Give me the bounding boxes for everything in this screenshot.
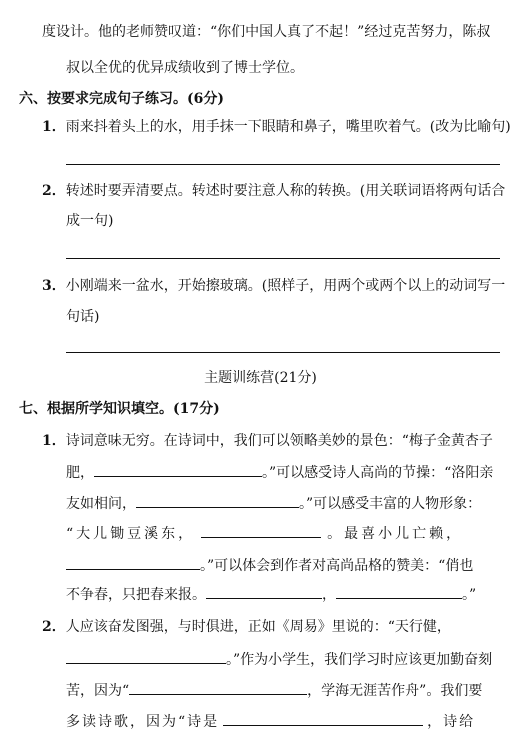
question-7-1-line-6 [66,584,476,605]
section-7-heading: 七、根据所学知识填空。(17分) [19,401,220,417]
question-7-2-line-1 [42,617,451,637]
question-7-2-line-4 [66,711,475,732]
question-text: 转述时要弄清要点。转述时要注意人称的转换。(用关联词语将两句话合 [65,183,506,199]
fill-blank[interactable] [129,680,307,695]
question-6-2-cont: 成一句) [66,213,114,229]
question-number: 3． [42,278,66,294]
fill-blank[interactable] [206,584,322,599]
text-segment: 苦，因为“ [66,683,130,699]
fill-blank[interactable] [136,493,299,508]
text-segment: 肥， [66,465,94,481]
answer-line-6-2[interactable] [66,258,500,259]
question-7-1-line-3 [66,493,481,514]
text-segment: 。最喜小儿亡赖， [327,526,464,542]
question-number: 1． [42,119,66,135]
fill-blank[interactable] [223,711,423,726]
question-6-1 [42,117,511,137]
question-7-1-line-4 [66,523,463,544]
fill-blank[interactable] [66,555,200,570]
intro-line-1: 度设计。他的老师赞叹道：“你们中国人真了不起！”经过克苦努力，陈叔 [42,24,491,40]
question-6-2 [42,181,505,201]
text-segment: 友如相问， [66,496,136,512]
question-7-1-line-2 [66,462,493,483]
question-text: 人应该奋发图强，与时俱进，正如《周易》里说的：“天行健， [65,619,451,635]
question-7-2-line-3 [66,680,482,701]
fill-blank[interactable] [66,649,226,664]
text-segment: 多读诗歌，因为“诗是 [66,714,220,730]
question-number: 2． [42,183,66,199]
answer-line-6-1[interactable] [66,164,500,165]
section-6-heading: 六、按要求完成句子练习。(6分) [19,91,224,107]
question-number: 2． [42,619,66,635]
text-segment: ，诗给 [427,714,476,730]
text-segment: 。”可以感受诗人高尚的节操：“洛阳亲 [262,465,494,481]
theme-title: 主题训练营(21分) [204,370,317,386]
text-segment: ，学海无涯苦作舟”。我们要 [307,683,483,699]
text-segment: 。”作为小学生，我们学习时应该更加勤奋刻 [226,652,493,668]
text-segment: 。”可以感受丰富的人物形象： [299,496,482,512]
question-7-1-line-1 [42,431,493,451]
text-segment: “大儿锄豆溪东， [66,526,196,542]
question-text: 小刚端来一盆水，开始擦玻璃。(照样子，用两个或两个以上的动词写一 [65,278,506,294]
text-segment: 。”可以体会到作者对高尚品格的赞美：“俏也 [200,558,474,574]
text-segment: 。” [462,587,477,603]
fill-blank[interactable] [94,462,262,477]
intro-line-2: 叔以全优的优异成绩收到了博士学位。 [66,60,304,76]
fill-blank[interactable] [336,584,462,599]
answer-line-6-3[interactable] [66,352,500,353]
text-segment: ， [322,587,336,603]
question-number: 1． [42,433,66,449]
question-6-3-cont: 句话) [66,309,100,325]
fill-blank[interactable] [201,523,321,538]
question-text: 雨来抖着头上的水，用手抹一下眼睛和鼻子，嘴里吹着气。(改为比喻句) [65,119,511,135]
question-7-2-line-2 [66,649,492,670]
question-text: 诗词意味无穷。在诗词中，我们可以领略美妙的景色：“梅子金黄杏子 [65,433,493,449]
question-7-1-line-5 [66,555,473,576]
text-segment: 不争春，只把春来报。 [66,587,206,603]
question-6-3 [42,276,505,296]
